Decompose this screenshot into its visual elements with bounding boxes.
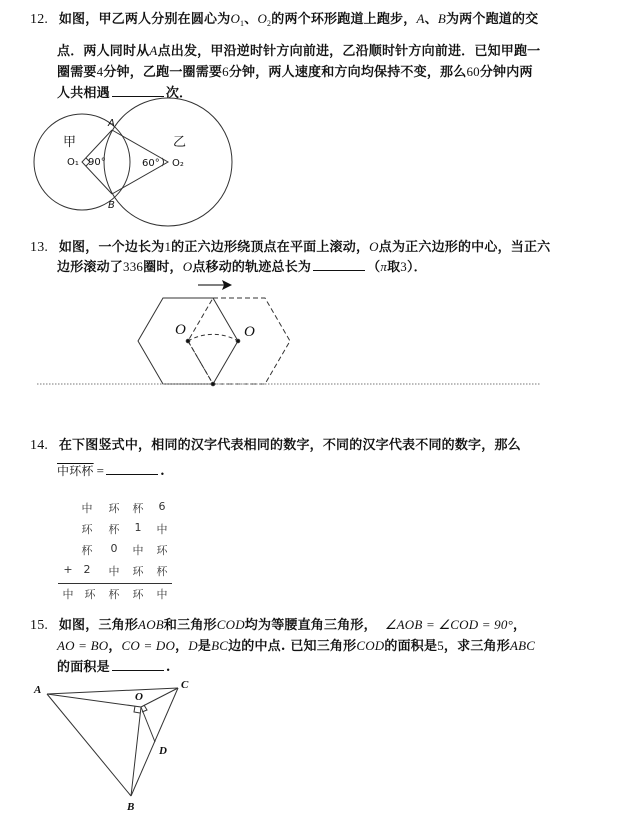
q12-text: 分钟内两 xyxy=(479,65,533,80)
label-o-left: O xyxy=(175,322,186,338)
segment-ab xyxy=(47,694,131,796)
math-a: A xyxy=(416,11,425,26)
label-b: B xyxy=(108,200,115,211)
digit: 6 xyxy=(158,500,166,513)
segment-oc xyxy=(141,688,178,707)
q15-text: ，求三角形 xyxy=(443,639,510,654)
q13-text: 边形滚动了 xyxy=(57,260,124,275)
label-o1: O₁ xyxy=(67,157,79,168)
q15-line-2 xyxy=(57,635,535,654)
q12-text: 分钟，乙跑一圈需要 xyxy=(103,65,223,80)
digit: 1 xyxy=(134,521,142,534)
digit: 杯 xyxy=(132,502,144,515)
answer-blank[interactable] xyxy=(112,659,164,671)
digit: 环 xyxy=(156,544,168,557)
number: 5 xyxy=(437,638,444,653)
q14-line-2 xyxy=(57,462,165,479)
q15-text: 的面积是 xyxy=(384,639,438,654)
subscript: 2 xyxy=(267,19,272,28)
q14-number: 14. xyxy=(30,438,49,453)
number: 336 xyxy=(123,259,144,274)
q12-text: 次． xyxy=(165,86,193,101)
separator: ， xyxy=(108,639,122,654)
math-b: B xyxy=(437,11,446,26)
math-cod: COD xyxy=(356,638,385,653)
addition-row xyxy=(58,500,173,518)
digit: 中 xyxy=(156,588,168,601)
center-point-right xyxy=(236,339,240,343)
digit: 环 xyxy=(108,502,120,515)
q15-text: 和三角形 xyxy=(163,618,217,633)
q13-text: 如图，一个边长为 xyxy=(58,240,165,255)
label-point-d: D xyxy=(159,745,167,757)
digit: 中 xyxy=(81,502,93,515)
digit: 环 xyxy=(84,588,96,601)
q13-text: 取 xyxy=(387,260,401,275)
trajectory-arc xyxy=(188,334,238,341)
digit: 中 xyxy=(156,523,168,536)
math-a: A xyxy=(149,43,158,58)
q12-text: 分钟，两人速度和方向均保持不变，那么 xyxy=(228,65,467,80)
digit: 杯 xyxy=(108,588,120,601)
q15-text: 均为等腰直角三角形， xyxy=(244,618,377,633)
subscript: 1 xyxy=(240,19,245,28)
segment-ac xyxy=(47,688,178,694)
radius-dashed-left xyxy=(188,341,213,384)
math-d: D xyxy=(188,638,198,653)
math-pi: π xyxy=(380,259,388,274)
separator: 、 xyxy=(424,12,438,27)
q15-text: 如图，三角形 xyxy=(58,618,139,633)
period: . xyxy=(160,464,165,479)
segment-ao xyxy=(47,694,141,707)
label-a: A xyxy=(108,118,115,129)
digit: 2 xyxy=(83,563,91,576)
separator: 、 xyxy=(244,12,258,27)
answer-blank[interactable] xyxy=(313,259,365,271)
digit: 0 xyxy=(110,542,118,555)
q13-text: 圈时， xyxy=(143,260,183,275)
q13-text: （ xyxy=(367,260,381,275)
q15-line-1 xyxy=(30,614,526,634)
q15-text: 边的中点. 已知三角形 xyxy=(228,639,357,654)
math-aob: AOB xyxy=(138,617,164,632)
label-angle-90: 90° xyxy=(88,157,106,168)
q13-text: 点移动的轨迹总长为 xyxy=(192,260,312,275)
q15-text: 是 xyxy=(197,639,212,654)
q14-text: 在下图竖式中，相同的汉字代表相同的数字，不同的汉字代表不同的数字，那么 xyxy=(58,438,521,453)
number: 1 xyxy=(164,239,172,254)
q13-number: 13. xyxy=(30,240,49,255)
equals-sign: = xyxy=(96,463,105,478)
segment-ob xyxy=(131,707,141,796)
number: 6 xyxy=(222,64,229,79)
sum-line xyxy=(58,583,172,584)
math-o2: O xyxy=(257,11,268,26)
addition-result-row xyxy=(58,586,173,604)
math-o: O xyxy=(369,239,379,254)
math-bc: BC xyxy=(211,638,229,653)
q12-figure xyxy=(34,98,232,226)
math-angle-equation: ∠AOB = ∠COD = 90° xyxy=(384,617,513,632)
math-o: O xyxy=(182,259,193,274)
q12-text: 点．两人同时从 xyxy=(57,44,150,59)
math-cod: COD xyxy=(216,617,245,632)
label-point-c: C xyxy=(181,679,189,691)
digit: 环 xyxy=(81,523,93,536)
addition-row xyxy=(58,521,173,539)
q13-text: 点为正六边形的中心，当正六 xyxy=(378,240,551,255)
number: 60 xyxy=(466,64,480,79)
digit: 中 xyxy=(62,588,74,601)
q12-text: 的两个环形跑道上跑步， xyxy=(271,12,417,27)
digit: 环 xyxy=(132,588,144,601)
digit: 杯 xyxy=(108,523,120,536)
q14-line-1 xyxy=(30,434,521,454)
expression-overline: 中环杯 xyxy=(57,464,94,478)
math-ao-bo: AO = BO xyxy=(57,638,109,653)
q15-figure xyxy=(47,688,178,796)
label-o2: O₂ xyxy=(172,158,184,169)
digit: 中 xyxy=(108,565,120,578)
q12-text: 人共相遇 xyxy=(57,86,110,101)
math-abc: ABC xyxy=(509,638,536,653)
q12-text: 为两个跑道的交 xyxy=(445,12,539,27)
segment-od xyxy=(141,707,155,742)
label-angle-60: 60° xyxy=(142,158,160,169)
addition-row xyxy=(58,563,173,581)
math-o1: O xyxy=(230,11,241,26)
digit: 杯 xyxy=(156,565,168,578)
pivot-point xyxy=(211,382,215,386)
q15-line-3 xyxy=(57,656,171,675)
addition-row xyxy=(58,542,173,560)
digit: 杯 xyxy=(81,544,93,557)
label-point-a: A xyxy=(34,684,42,696)
q15-number: 15. xyxy=(30,618,49,633)
vertical-addition xyxy=(58,500,173,605)
plus-sign: + xyxy=(63,563,73,576)
q13-line-1 xyxy=(30,236,550,256)
label-jia: 甲 xyxy=(63,135,77,150)
q12-number: 12. xyxy=(30,12,49,27)
label-o-right: O xyxy=(244,324,255,340)
q12-text: 点出发，甲沿逆时针方向前进，乙沿顺时针方向前进．已知甲跑一 xyxy=(157,44,541,59)
number: 3 xyxy=(400,259,407,274)
center-point-left xyxy=(186,339,190,343)
q12-text: 圈需要 xyxy=(57,65,97,80)
digit: 中 xyxy=(132,544,144,557)
q13-line-2 xyxy=(57,256,427,275)
label-yi: 乙 xyxy=(173,135,187,150)
number: 4 xyxy=(96,64,104,79)
label-point-o: O xyxy=(135,691,143,703)
label-point-b: B xyxy=(127,801,135,813)
q12-text: 如图，甲乙两人分别在圆心为 xyxy=(58,12,231,27)
q15-text: 的面积是 xyxy=(57,660,110,675)
digit: 环 xyxy=(132,565,144,578)
q13-text: 的正六边形绕顶点在平面上滚动， xyxy=(171,240,370,255)
q13-text: ）． xyxy=(406,260,427,275)
answer-blank[interactable] xyxy=(106,463,158,475)
q13-figure xyxy=(37,280,540,386)
separator: ， xyxy=(175,639,189,654)
q15-text: ， xyxy=(512,618,527,633)
math-co-do: CO = DO xyxy=(121,638,176,653)
period: . xyxy=(165,660,171,675)
